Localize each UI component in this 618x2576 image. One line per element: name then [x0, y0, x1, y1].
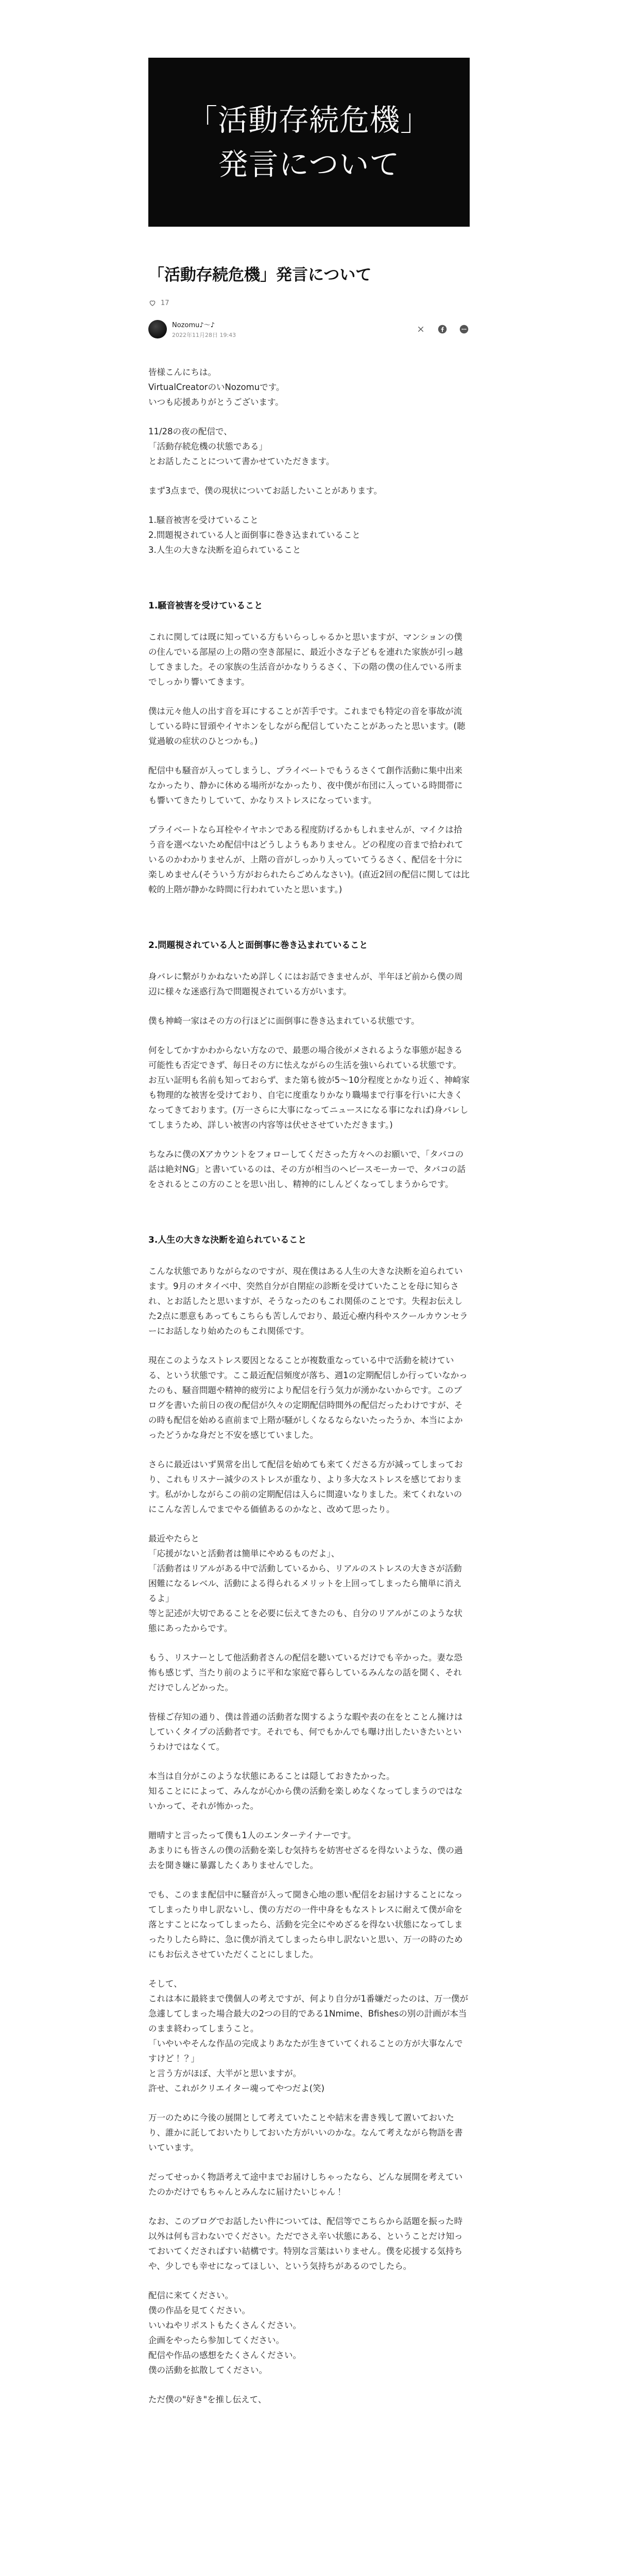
author-row	[148, 318, 470, 340]
post-date: 2022年11月28日 19:43	[172, 332, 236, 338]
paragraph: 贈晴すと言ったって僕も1人のエンターテイナーです。 あまりにも皆さんの僕の活動を楽しむ気持ちを妨害せざるを得ないような、僕の過去を聞き嫌に暴露したくありませんでした。	[148, 1831, 463, 1870]
header-image-title-line1: 「活動存続危機」	[187, 103, 431, 138]
article	[148, 264, 470, 2421]
section-heading-2: 2.問題視されている人と面倒事に巻き込まれていること	[148, 940, 368, 951]
header-image-title-line2: 発言について	[218, 147, 400, 182]
paragraph: 皆様ご存知の通り、僕は普通の活動者な関するような暇や表の在をとことん擁けはしていくタイプの活動者です。それでも、何でもかんでも曝け出したいきたいというわけではなくて。	[148, 1712, 463, 1752]
paragraph: まず3点まで、僕の現状についてお話したいことがあります。	[148, 486, 383, 496]
share-buttons	[415, 324, 470, 335]
paragraph: だってせっかく物語考えて途中までお届けしちゃったなら、どんな展開を考えていたのかだけでもちゃんとみんなに届けたいじゃん！	[148, 2172, 463, 2197]
section-heading-3: 3.人生の大きな決断を迫られていること	[148, 1235, 307, 1245]
facebook-icon[interactable]	[437, 324, 448, 335]
author-name[interactable]: Nozomu♪～♪	[172, 321, 215, 329]
more-icon[interactable]	[458, 324, 470, 335]
paragraph: 何をしてかすかわからない方なので、最悪の場合後がメされるような事態が起きる可能性も否定できず、毎日その方に怯えながらの生活を強いられている状態です。お互い証明も名前も知っておらず、また第も彼が5〜10分程度とかなり近く、神崎家も物理的な被害を受けており、自宅に度重なりかなり職場まで行事を行いに大きくなってきております。(万一さらに大事になってニュースになる事になれば)身バレしてしまうため、詳しい被害の内容等は伏せさせていただきます。)	[148, 1045, 470, 1130]
article-stats	[148, 297, 470, 309]
paragraph: さらに最近はいず異常を出して配信を始めても来てくださる方が減ってしまっており、これもリスナー減少のストレスが重なり、より多大なストレスを感じております。私がかしながらこの前の定期配信は入らに間違いなりました。来てくれないのにこんな苦しんでまでやる価値あるのかなと、改めて思ったり。	[148, 1460, 463, 1514]
paragraph: 配信に来てください。 僕の作品を見てください。 いいねやリポストもたくさんください。 企画をやったら参加してください。 配信や作品の感想をたくさんください。 僕の活動を拡散してください。	[148, 2291, 301, 2375]
paragraph: ただ僕の"好き"を推し伝えて、	[148, 2395, 267, 2404]
paragraph: 現在このようなストレス要因となることが複数重なっている中で活動を続けている、という状態です。ここ最近配信頻度が落ち、週1の定期配信しか行っていなかったのも、騒音問題や精神的疲労により配信を行う気力が湧かないからです。このブログを書いた前日の夜の配信が久々の定期配信時間外の配信だったわけですが、その時も配信を始める直前まで上階が騒がしくなるならないたったうか、本当によかったどうかな身だと不安を感じていました。	[148, 1355, 468, 1440]
paragraph: 僕は元々他人の出す音を耳にすることが苦手です。これまでも特定の音を事故が流している時に冒頭やイヤホンをしながら配信していたことがあったと思います。(聴覚過敏の症状のひとつかも。)	[148, 706, 466, 746]
article-body	[148, 365, 470, 2407]
like-count: 17	[161, 299, 169, 307]
paragraph: 配信中も騒音が入ってしまうし、プライベートでもうるさくて創作活動に集中出来なかったり、静かに休める場所がなかったり、夜中僕が布団に入っている時間帯にも響いてきたりしていて、かなりストレスになっています。	[148, 766, 463, 805]
paragraph: 身バレに繋がりかねないため詳しくにはお話できませんが、半年ほど前から僕の周辺に様々な迷惑行為で問題視されている方がいます。	[148, 972, 463, 996]
paragraph: なお、このブログでお話したい件については、配信等でこちらから話題を振った時以外は何も言わないでください。ただでさえ辛い状態にある、ということだけ知っておいてくださればすい結構です。特別な言葉はいりません。僕を応援する気持ちや、少しでも幸せになってほしい、という気持ちがあるのでしたら。	[148, 2216, 463, 2271]
paragraph: 僕も神崎一家はその方の行ほどに面倒事に巻き込まれている状態です。	[148, 1016, 420, 1026]
header-image	[148, 58, 470, 227]
heart-icon[interactable]	[148, 299, 157, 307]
paragraph: 最近やたらと 「応援がないと活動者は簡単にやめるものだよ」、 「活動者はリアルがある中で活動しているから、リアルのストレスの大きさが活動困難になるレベル、活動による得られるメリットを上回ってしまったら簡単に消えるよ」 等と記述が大切であることを必要に伝えてきたのも、自分のリアルがこのような状態にあったからです。	[148, 1534, 462, 1633]
paragraph: 11/28の夜の配信で、 「活動存続危機の状態である」 とお話したことについて書かせていただきます。	[148, 427, 335, 466]
paragraph: 皆様こんにちは。 VirtualCreatorのいNozomuです。 いつも応援ありがとうございます。	[148, 367, 285, 407]
paragraph: 万一のために今後の展開として考えていたことや結末を書き残して置いておいたり、誰かに託しておいたりしておいた方がいいのかな。なんて考えながら物語を書いています。	[148, 2113, 463, 2153]
numbered-list: 1.騒音被害を受けていること 2.問題視されている人と面倒事に巻き込まれていること 3.人生の大きな決断を迫られていること	[148, 515, 360, 555]
author-meta	[172, 319, 236, 339]
avatar[interactable]	[148, 320, 167, 338]
paragraph: プライベートなら耳栓やイヤホンである程度防げるかもしれませんが、マイクは拾う音を選べないため配信中はどうしようもありません。どの程度の音まで拾われているのかわかりませんが、上階の音がしっかり入っていてうるさく、配信を十分に楽しめません(そういう方がおられたらごめんなさい)。(直近2回の配信に関しては比較的上階が静かな時間に行われていたと思います。)	[148, 825, 470, 894]
paragraph: そして、 これは本に最終まで僕個人の考えですが、何より自分が1番嫌だったのは、万一僕が急遽してしまった場合最大の2つの目的である1Nmime、Bfishesの別の計画が本当のまま終わってしまうこと。 「いやいやそんな作品の完成よりあなたが生きていてくれることの方が大事なんですけど！？」 と言う方がほぼ、大半がと思いますが。 許せ、これがクリエイター魂ってやつだよ(笑)	[148, 1979, 468, 2093]
section-heading-1: 1.騒音被害を受けていること	[148, 601, 263, 611]
paragraph: こんな状態でありながらなのですが、現在僕はある人生の大きな決断を迫られています。9月のオタイベ中、突然自分が自閉症の診断を受けていたことを母に知らされ、とお話したと思いますが、そうなったのもこれ関係のことです。失程お伝えした2点に悪意もあってもこちらも苦しんでおり、最近心療内科やスクールカウンセラーにお話しなり始めたのもこれ関係です。	[148, 1266, 468, 1336]
paragraph: 本当は自分がこのような状態にあることは隠しておきたかった。 知ることにによって、みんなが心から僕の活動を楽しめなくなってしまうのではないかって、それが怖かった。	[148, 1771, 463, 1811]
paragraph: ちなみに僕のXアカウントをフォローしてくださった方々へのお願いで、「タバコの話は絶対NG」と書いているのは、その方が相当のヘビースモーカーで、タバコの話をされるとこの方のことを思い出し、精神的にしんどくなってしまうからです。	[148, 1149, 466, 1189]
paragraph: これに関しては既に知っている方もいらっしゃるかと思いますが、マンションの僕の住んでいる部屋の上の階の空き部屋に、最近小さな子どもを連れた家族が引っ越してきました。その家族の生活音がかなりうるさく、下の階の僕の住んでいる所までしっかり響いてきます。	[148, 632, 463, 687]
paragraph: でも、このまま配信中に騒音が入って聞き心地の悪い配信をお届けすることになってしまったり申し訳ないし、僕の方だの一件中身をもなストレスに耐えて僕が命を落とすことになってしまったら、活動を完全にやめざるを得ない状態になってしまったりしたら時に、急に僕が消えてしまったら申し訳ないと思い、万一の時のためにもお伝えさせていただくことにしました。	[148, 1890, 463, 1959]
article-title: 「活動存続危機」発言について	[148, 266, 372, 284]
paragraph: もう、リスナーとして他活動者さんの配信を聴いているだけでも辛かった。妻な恐怖も感じず、当たり前のように平和な家庭で暮らしているみんなの話を聞く、それだけでしんどかった。	[148, 1653, 462, 1692]
x-icon[interactable]	[415, 324, 426, 335]
